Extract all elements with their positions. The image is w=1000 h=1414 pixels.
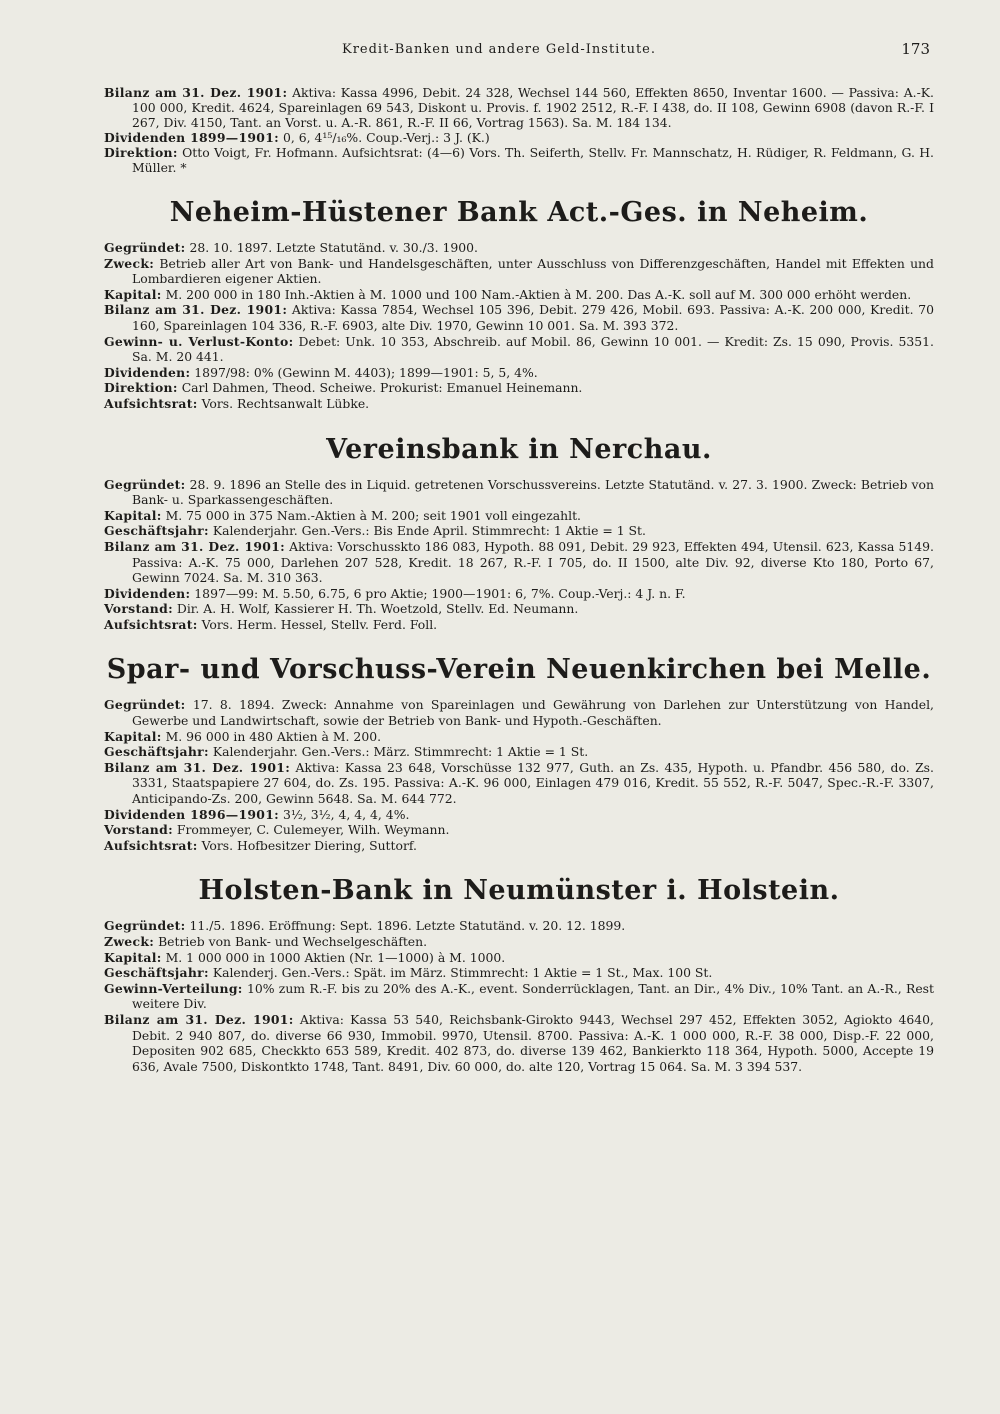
field-label: Direktion:: [104, 380, 178, 396]
field: [104, 380, 934, 396]
field-label: Bilanz am 31. Dez. 1901:: [104, 302, 288, 318]
field: [104, 287, 934, 303]
field-text: Otto Voigt, Fr. Hofmann. Aufsichtsrat: (4—6) Vors. Th. Seiferth, Stellv. Fr. Mannschatz, H. Rüdiger, R. Feldmann, G. H. Müller. *: [132, 145, 934, 175]
field: [104, 396, 934, 412]
field: [104, 477, 934, 508]
field-text: Betrieb aller Art von Bank- und Handelsgeschäften, unter Ausschluss von Differenzgeschäften, Handel mit Effekten und Lombardieren eigener Aktien.: [132, 255, 934, 287]
field: [104, 508, 934, 524]
field: [104, 365, 934, 381]
field: [104, 523, 934, 539]
field-label: Gegründet:: [104, 697, 186, 713]
field: [104, 838, 934, 854]
field: [104, 617, 934, 633]
field-text: Betrieb von Bank- und Wechselgeschäften.: [158, 934, 428, 949]
field-label: Bilanz am 31. Dez. 1901:: [104, 538, 286, 554]
field-label: Vorstand:: [104, 601, 173, 617]
field-label: Bilanz am 31. Dez. 1901:: [104, 85, 288, 100]
field: [104, 130, 934, 145]
field: [104, 697, 934, 728]
field-label: Gewinn- u. Verlust-Konto:: [104, 333, 294, 349]
entry-neumuenster: [104, 875, 934, 1074]
field-text: Carl Dahmen, Theod. Scheiwe. Prokurist: Emanuel Heinemann.: [181, 380, 583, 396]
field: [104, 744, 934, 760]
field: [104, 981, 934, 1012]
field-label: Zweck:: [104, 255, 155, 271]
entry-nerchau: [104, 434, 934, 633]
field: [104, 256, 934, 287]
field: [104, 601, 934, 617]
field-label: Dividenden:: [104, 585, 191, 601]
field-label: Zweck:: [104, 934, 155, 949]
field-text: Vors. Rechtsanwalt Lübke.: [201, 395, 370, 411]
field: [104, 965, 934, 981]
field: [104, 1012, 934, 1074]
field-text: 1897/98: 0% (Gewinn M. 4403); 1899—1901: 5, 5, 4%.: [194, 364, 538, 380]
field-label: Kapital:: [104, 507, 162, 523]
field-label: Kapital:: [104, 728, 162, 744]
field-text: M. 1 000 000 in 1000 Aktien (Nr. 1—1000) à M. 1000.: [165, 949, 506, 965]
running-title: Kredit-Banken und andere Geld-Institute.: [341, 42, 656, 57]
entry-title: Vereinsbank in Nerchau.: [326, 433, 712, 465]
field-text: Frommeyer, C. Culemeyer, Wilh. Weymann.: [176, 822, 450, 838]
field: [104, 240, 934, 256]
field-text: 3½, 3½, 4, 4, 4, 4%.: [282, 806, 410, 822]
field-text: 28. 9. 1896 an Stelle des in Liquid. getretenen Vorschussvereins. Letzte Statutänd. v. 27. 3. 1900. Zweck: Betrieb von Bank- u. Sparkassengeschäften.: [132, 476, 934, 508]
field-label: Gegründet:: [104, 240, 186, 255]
field-text: M. 200 000 in 180 Inh.-Aktien à M. 1000 und 100 Nam.-Aktien à M. 200. Das A.-K. soll auf M. 300 000 erhöht werden.: [165, 286, 912, 302]
entry-title: Holsten-Bank in Neumünster i. Holstein.: [198, 875, 840, 907]
field: [104, 85, 934, 130]
field: [104, 302, 934, 333]
field-label: Direktion:: [104, 145, 178, 160]
field-label: Gewinn-Verteilung:: [104, 980, 243, 996]
field-text: M. 75 000 in 375 Nam.-Aktien à M. 200; seit 1901 voll eingezahlt.: [165, 507, 581, 523]
field: [104, 729, 934, 745]
field-text: Aktiva: Vorschusskto 186 083, Hypoth. 88 091, Debit. 29 923, Effekten 494, Utensil. 623, Kassa 5149. Passiva: A.-K. 75 000, Darlehen 207 528, Kredit. 18 267, R.-F. I 705, do. II 1500, alte Div. 92, diverse Kto 180, Porto 67, Gewinn 7024. Sa. M. 310 363.: [132, 538, 934, 586]
field: [104, 934, 934, 950]
field-label: Kapital:: [104, 949, 162, 965]
field-text: Kalenderjahr. Gen.-Vers.: Bis Ende April. Stimmrecht: 1 Aktie = 1 St.: [212, 523, 646, 539]
field-text: 1897—99: M. 5.50, 6.75, 6 pro Aktie; 1900—1901: 6, 7%. Coup.-Verj.: 4 J. n. F.: [194, 585, 686, 601]
field-text: 28. 10. 1897. Letzte Statutänd. v. 30./3. 1900.: [189, 240, 478, 255]
field: [104, 334, 934, 365]
field: [104, 950, 934, 966]
field-text: Debet: Unk. 10 353, Abschreib. auf Mobil. 86, Gewinn 10 001. — Kredit: Zs. 15 090, Provis. 5351. Sa. M. 20 441.: [132, 333, 934, 365]
field-label: Bilanz am 31. Dez. 1901:: [104, 1011, 294, 1027]
field-text: M. 96 000 in 480 Aktien à M. 200.: [165, 728, 382, 744]
entry-title: Neheim-Hüstener Bank Act.-Ges. in Neheim.: [169, 197, 869, 228]
field-text: Vors. Hofbesitzer Diering, Suttorf.: [201, 837, 417, 853]
field-label: Geschäftsjahr:: [104, 744, 209, 760]
page-number: 173: [901, 40, 930, 58]
field-label: Aufsichtsrat:: [104, 395, 198, 411]
field: [104, 807, 934, 823]
field-label: Kapital:: [104, 286, 162, 302]
field-text: Kalenderj. Gen.-Vers.: Spät. im März. Stimmrecht: 1 Aktie = 1 St., Max. 100 St.: [212, 965, 713, 981]
entry-continuation: [104, 85, 934, 175]
field-label: Gegründet:: [104, 476, 186, 492]
field-label: Aufsichtsrat:: [104, 616, 198, 632]
entry-neheim: [104, 197, 934, 412]
field-text: Vors. Herm. Hessel, Stellv. Ferd. Foll.: [201, 616, 438, 632]
field-label: Dividenden:: [104, 364, 191, 380]
field-label: Gegründet:: [104, 918, 186, 934]
field-text: 17. 8. 1894. Zweck: Annahme von Spareinlagen und Gewährung von Darlehen zur Unterstützung von Handel, Gewerbe und Landwirtschaft, sowie der Betrieb von Bank- und Hypoth.-Geschäften.: [132, 697, 934, 729]
field-label: Geschäftsjahr:: [104, 965, 209, 981]
field: [104, 760, 934, 807]
entry-title: Spar- und Vorschuss-Verein Neuenkirchen bei Melle.: [106, 654, 932, 686]
field-label: Bilanz am 31. Dez. 1901:: [104, 759, 291, 775]
field-text: Aktiva: Kassa 4996, Debit. 24 328, Wechsel 144 560, Effekten 8650, Inventar 1600. — Passiva: A.-K. 100 000, Kredit. 4624, Spareinlagen 69 543, Diskont u. Provis. f. 1902 2512, R.-F. I 438, do. II 108, Gewinn 6908 (davon R.-F. I 267, Div. 4150, Tant. an Vorst. u. A.-R. 861, R.-F. II 66, Vortrag 1563). Sa. M. 184 134.: [132, 85, 934, 130]
field-label: Geschäftsjahr:: [104, 523, 209, 539]
field-label: Dividenden 1899—1901:: [104, 130, 280, 145]
field: [104, 586, 934, 602]
field-text: Kalenderjahr. Gen.-Vers.: März. Stimmrecht: 1 Aktie = 1 St.: [212, 744, 589, 760]
field-text: Aktiva: Kassa 53 540, Reichsbank-Girokto 9443, Wechsel 297 452, Effekten 3052, Agiokto 4640, Debit. 2 940 807, do. diverse 66 930, Immobil. 9970, Utensil. 8700. Passiva: A.-K. 1 000 000, R.-F. 38 000, Disp.-F. 22 000, Depositen 902 685, Checkkto 653 589, Kredit. 402 873, do. diverse 139 462, Bankierkto 118 364, Hypoth. 5000, Accepte 19 636, Avale 7500, Diskontkto 1748, Tant. 8491, Div. 60 000, do. alte 120, Vortrag 15 064. Sa. M. 3 394 537.: [132, 1011, 934, 1074]
field-label: Dividenden 1896—1901:: [104, 806, 280, 822]
field-text: 10% zum R.-F. bis zu 20% des A.-K., event. Sonderrücklagen, Tant. an Dir., 4% Div., 10% Tant. an A.-R., Rest weitere Div.: [132, 980, 934, 1012]
field-text: Aktiva: Kassa 23 648, Vorschüsse 132 977, Guth. an Zs. 435, Hypoth. u. Pfandbr. 456 580, do. Zs. 3331, Staatspapiere 27 604, do. Zs. 195. Passiva: A.-K. 96 000, Einlagen 479 016, Kredit. 55 552, R.-F. 5047, Spec.-R.-F. 3307, Anticipando-Zs. 200, Gewinn 5648. Sa. M. 644 772.: [132, 759, 934, 807]
entry-neuenkirchen: [104, 654, 934, 853]
field: [104, 822, 934, 838]
field: [104, 145, 934, 175]
field-label: Vorstand:: [104, 822, 173, 838]
field-text: 0, 6, 4¹⁵/₁₆%. Coup.-Verj.: 3 J. (K.): [282, 130, 490, 145]
field: [104, 918, 934, 934]
field-text: Aktiva: Kassa 7854, Wechsel 105 396, Debit. 279 426, Mobil. 693. Passiva: A.-K. 200 000, Kredit. 70 160, Spareinlagen 104 336, R.-F. 6903, alte Div. 1970, Gewinn 10 001. Sa. M. 393 372.: [132, 302, 934, 333]
field-label: Aufsichtsrat:: [104, 837, 198, 853]
field-text: Dir. A. H. Wolf, Kassierer H. Th. Woetzold, Stellv. Ed. Neumann.: [176, 601, 579, 617]
field-text: 11./5. 1896. Eröffnung: Sept. 1896. Letzte Statutänd. v. 20. 12. 1899.: [189, 918, 626, 934]
field: [104, 539, 934, 586]
running-head: [104, 42, 934, 57]
